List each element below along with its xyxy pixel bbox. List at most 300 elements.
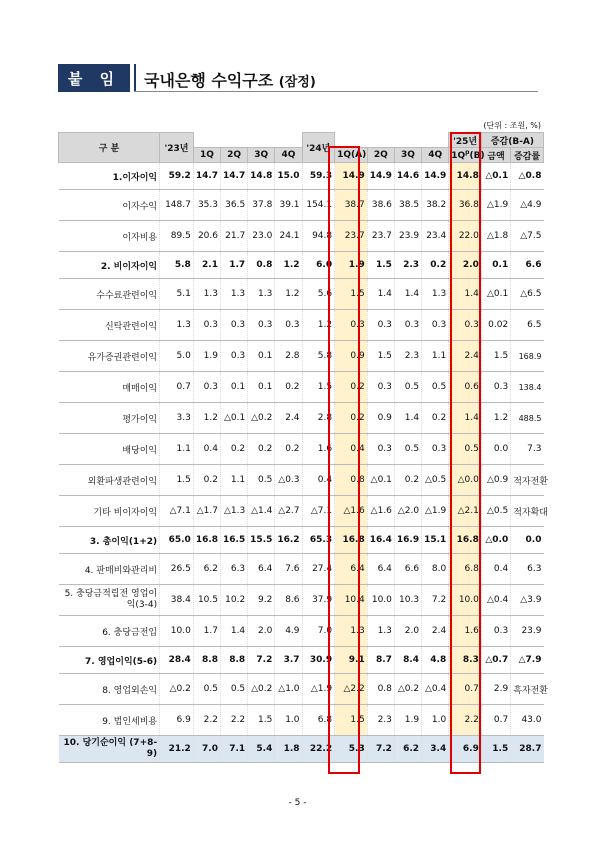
table-cell: 14.7: [221, 163, 248, 190]
row-label: 매매이익: [59, 372, 160, 403]
table-cell: 7.0: [193, 736, 220, 763]
table-cell: 3.7: [275, 647, 302, 674]
table-row: [59, 341, 544, 372]
table-cell: 6.8: [302, 705, 335, 736]
table-cell: 6.2: [193, 554, 220, 585]
page-number: - 5 -: [288, 798, 307, 808]
table-cell: 5.1: [160, 279, 194, 310]
table-cell: 0.1: [248, 372, 275, 403]
table-row: [59, 310, 544, 341]
table-cell: 0.0: [511, 527, 544, 554]
table-cell: 28.7: [511, 736, 544, 763]
table-cell: 10.4: [335, 585, 368, 616]
table-cell: 0.5: [394, 372, 421, 403]
table-cell: 94.8: [302, 221, 335, 252]
table-row: [59, 496, 544, 527]
table-cell: 21.7: [221, 221, 248, 252]
table-cell: 1.2: [275, 252, 302, 279]
table-cell: 1.3: [367, 616, 394, 647]
page-title: [144, 68, 316, 91]
table-cell: 8.8: [193, 647, 220, 674]
table-cell: 27.4: [302, 554, 335, 585]
row-label: 5. 충당금적립전 영업이익(3-4): [59, 585, 160, 616]
row-label: 이자수익: [59, 190, 160, 221]
table-cell: △0.5: [422, 465, 449, 496]
table-row: [59, 705, 544, 736]
table-cell: 3.3: [160, 403, 194, 434]
table-cell: 2.0: [449, 252, 482, 279]
income-structure-table: [58, 132, 548, 763]
table-cell: 0.4: [193, 434, 220, 465]
col-24-q4: 4Q: [422, 148, 449, 163]
table-cell: 1.5: [481, 341, 510, 372]
table-cell: △2.2: [335, 674, 368, 705]
table-cell: 4.8: [422, 647, 449, 674]
row-label: 유가증권관련이익: [59, 341, 160, 372]
table-cell: 0.1: [221, 372, 248, 403]
table-cell: 6.8: [449, 554, 482, 585]
table-cell: 37.9: [302, 585, 335, 616]
table-cell: 1.5: [302, 372, 335, 403]
table-cell: 38.6: [367, 190, 394, 221]
table-cell: 1.4: [221, 616, 248, 647]
table-cell: 6.6: [394, 554, 421, 585]
table-cell: 30.9: [302, 647, 335, 674]
table-cell: △0.2: [248, 403, 275, 434]
table-cell: 0.5: [422, 372, 449, 403]
table-cell: 14.9: [367, 163, 394, 190]
table-cell: 2.9: [481, 674, 510, 705]
table-cell: △0.2: [160, 674, 194, 705]
table-cell: △1.6: [335, 496, 368, 527]
table-row: [59, 647, 544, 674]
table-row: [59, 190, 544, 221]
table-cell: 0.7: [481, 705, 510, 736]
table-cell: 16.8: [193, 527, 220, 554]
table-cell: △0.7: [481, 647, 510, 674]
table-cell: △1.0: [275, 674, 302, 705]
table-cell: 1.3: [193, 279, 220, 310]
table-cell: 23.7: [335, 221, 368, 252]
table-cell: 16.5: [221, 527, 248, 554]
table-cell: △7.1: [302, 496, 335, 527]
table-cell: 10.0: [160, 616, 194, 647]
table-cell: 22.2: [302, 736, 335, 763]
table-cell: 0.3: [481, 372, 510, 403]
table-cell: △1.3: [221, 496, 248, 527]
table-cell: △7.5: [511, 221, 544, 252]
table-cell: △2.7: [275, 496, 302, 527]
table-cell: 0.3: [481, 616, 510, 647]
table-row: [59, 221, 544, 252]
col-2024: '24년: [302, 133, 335, 163]
table-cell: 2.0: [394, 616, 421, 647]
col-23-q3: 3Q: [248, 148, 275, 163]
table-cell: 2.3: [394, 252, 421, 279]
table-cell: 2.4: [449, 341, 482, 372]
page-title-sub: (잠정): [278, 75, 316, 90]
table-cell: 1.7: [221, 252, 248, 279]
table-cell: 5.8: [302, 341, 335, 372]
table-cell: 0.3: [449, 310, 482, 341]
table-row: [59, 736, 544, 763]
table-cell: 65.3: [302, 527, 335, 554]
table-cell: 0.5: [248, 465, 275, 496]
table-cell: 0.1: [481, 252, 510, 279]
table-cell: 154.1: [302, 190, 335, 221]
col-24-q2: 2Q: [367, 148, 394, 163]
table-cell: 0.3: [367, 434, 394, 465]
table-cell: △0.1: [481, 163, 510, 190]
table-cell: 1.4: [394, 403, 421, 434]
table-cell: 0.02: [481, 310, 510, 341]
badge-divider: [134, 64, 136, 92]
table-cell: 6.4: [367, 554, 394, 585]
table-cell: 1.0: [422, 705, 449, 736]
table-cell: 38.2: [422, 190, 449, 221]
table-cell: △0.2: [248, 674, 275, 705]
table-cell: 59.2: [160, 163, 194, 190]
table-cell: 2.8: [275, 341, 302, 372]
table-cell: 0.2: [275, 372, 302, 403]
table-cell: 1.5: [160, 465, 194, 496]
table-cell: 6.6: [511, 252, 544, 279]
table-cell: 37.8: [248, 190, 275, 221]
table-cell: 0.2: [394, 465, 421, 496]
table-cell: 0.2: [422, 252, 449, 279]
row-label: 6. 충당금전입: [59, 616, 160, 647]
row-label: 8. 영업외손익: [59, 674, 160, 705]
table-cell: 0.3: [422, 434, 449, 465]
row-label: 1.이자이익: [59, 163, 160, 190]
table-cell: 59.3: [302, 163, 335, 190]
table-cell: △0.0: [449, 465, 482, 496]
table-cell: △0.8: [511, 163, 544, 190]
table-cell: 0.2: [335, 372, 368, 403]
table-cell: 0.3: [193, 310, 220, 341]
table-cell: 24.1: [275, 221, 302, 252]
table-cell: 0.3: [367, 310, 394, 341]
table-cell: 14.9: [422, 163, 449, 190]
table-cell: 7.1: [221, 736, 248, 763]
col-24-q1a: 1Q(A): [335, 148, 368, 163]
table-cell: 1.2: [481, 403, 510, 434]
table-row: [59, 585, 544, 616]
table-cell: 2.3: [394, 341, 421, 372]
table-cell: 1.4: [449, 403, 482, 434]
table-cell: 1.3: [221, 279, 248, 310]
table-cell: 3.4: [422, 736, 449, 763]
table-cell: 6.3: [511, 554, 544, 585]
table-cell: 2.2: [221, 705, 248, 736]
table-cell: 2.3: [367, 705, 394, 736]
col-2023: '23년: [160, 133, 194, 163]
table-cell: 1.4: [449, 279, 482, 310]
table-cell: 1.7: [193, 616, 220, 647]
table-cell: 0.3: [275, 310, 302, 341]
table-cell: 0.3: [394, 310, 421, 341]
table-cell: 0.2: [221, 434, 248, 465]
table-cell: 28.4: [160, 647, 194, 674]
table-cell: 23.7: [367, 221, 394, 252]
table-cell: △3.9: [511, 585, 544, 616]
table-cell: 23.9: [511, 616, 544, 647]
table-cell: 16.2: [275, 527, 302, 554]
table-cell: 138.4: [511, 372, 544, 403]
table-cell: 0.3: [221, 310, 248, 341]
table-cell: 6.5: [511, 310, 544, 341]
table-cell: △2.0: [394, 496, 421, 527]
table-cell: △1.9: [481, 190, 510, 221]
table-cell: △1.9: [302, 674, 335, 705]
table-cell: 20.6: [193, 221, 220, 252]
col-change: 증감(B-A): [481, 133, 543, 148]
row-label: 7. 영업이익(5-6): [59, 647, 160, 674]
table-row: [59, 279, 544, 310]
table-cell: 65.0: [160, 527, 194, 554]
table-cell: 1.3: [248, 279, 275, 310]
table-cell: 23.4: [422, 221, 449, 252]
table-cell: 6.0: [302, 252, 335, 279]
row-label: 이자비용: [59, 221, 160, 252]
table-cell: 1.2: [302, 310, 335, 341]
table-cell: △0.1: [481, 279, 510, 310]
table-cell: 1.5: [367, 252, 394, 279]
table-cell: 7.3: [511, 434, 544, 465]
table-cell: △7.9: [511, 647, 544, 674]
table-cell: 6.9: [449, 736, 482, 763]
table-cell: △0.1: [367, 465, 394, 496]
table-cell: 0.2: [193, 465, 220, 496]
table-header-row-1: [59, 133, 544, 148]
row-label: 4. 판매비와관리비: [59, 554, 160, 585]
table-cell: 0.1: [248, 341, 275, 372]
table-cell: 1.5: [248, 705, 275, 736]
table-cell: 23.0: [248, 221, 275, 252]
table-cell: 4.9: [275, 616, 302, 647]
col-2023-q-blank: [193, 133, 302, 148]
table-cell: △1.8: [481, 221, 510, 252]
table-cell: 5.8: [160, 252, 194, 279]
table-cell: 1.9: [335, 252, 368, 279]
table-cell: 2.8: [302, 403, 335, 434]
table-cell: 적자전환: [511, 465, 544, 496]
table-cell: 9.2: [248, 585, 275, 616]
table-row: [59, 674, 544, 705]
table-cell: 16.9: [394, 527, 421, 554]
table-cell: △1.9: [422, 496, 449, 527]
row-label: 신탁관련이익: [59, 310, 160, 341]
table-cell: 14.8: [449, 163, 482, 190]
table-cell: 0.3: [248, 310, 275, 341]
table-cell: 2.2: [193, 705, 220, 736]
table-cell: 9.1: [335, 647, 368, 674]
table-cell: 15.0: [275, 163, 302, 190]
table-cell: 89.5: [160, 221, 194, 252]
table-cell: △0.4: [481, 585, 510, 616]
table-cell: 5.0: [160, 341, 194, 372]
table-cell: △2.1: [449, 496, 482, 527]
table-cell: 43.0: [511, 705, 544, 736]
table-cell: 15.1: [422, 527, 449, 554]
table-cell: 0.5: [193, 674, 220, 705]
table-cell: 6.9: [160, 705, 194, 736]
table-cell: 6.2: [394, 736, 421, 763]
table-cell: 0.6: [449, 372, 482, 403]
table-cell: 14.6: [394, 163, 421, 190]
table-cell: 7.0: [302, 616, 335, 647]
table-cell: 0.4: [335, 434, 368, 465]
col-change-amount: 금액: [481, 148, 510, 163]
table-cell: △0.2: [394, 674, 421, 705]
table-cell: △1.7: [193, 496, 220, 527]
table-cell: △0.9: [481, 465, 510, 496]
col-2025: '25년: [449, 133, 482, 148]
table-cell: △0.1: [221, 403, 248, 434]
table-cell: 1.1: [422, 341, 449, 372]
table-cell: △0.5: [481, 496, 510, 527]
table-row: [59, 554, 544, 585]
table-cell: 22.0: [449, 221, 482, 252]
table-cell: 적자확대: [511, 496, 544, 527]
table-cell: 0.9: [367, 403, 394, 434]
table-cell: 1.3: [160, 310, 194, 341]
table-cell: 6.4: [335, 554, 368, 585]
table-cell: 0.3: [193, 372, 220, 403]
table-cell: 16.8: [335, 527, 368, 554]
table-cell: 0.7: [160, 372, 194, 403]
row-label: 평가이익: [59, 403, 160, 434]
table-cell: 38.7: [335, 190, 368, 221]
table-cell: 10.0: [449, 585, 482, 616]
row-label: 수수료관련이익: [59, 279, 160, 310]
table-cell: 1.9: [193, 341, 220, 372]
appendix-badge: 붙 임: [58, 64, 130, 92]
col-23-q1: 1Q: [193, 148, 220, 163]
table-cell: 0.2: [422, 403, 449, 434]
col-24-q3: 3Q: [394, 148, 421, 163]
table-cell: 2.2: [449, 705, 482, 736]
row-label: 9. 법인세비용: [59, 705, 160, 736]
table-cell: 1.5: [335, 279, 368, 310]
col-25-q1b: $1Q^p(B)$: [449, 148, 482, 163]
table-cell: 1.9: [394, 705, 421, 736]
table-cell: 14.9: [335, 163, 368, 190]
table-cell: 14.8: [248, 163, 275, 190]
table-cell: 8.4: [394, 647, 421, 674]
table-cell: 23.9: [394, 221, 421, 252]
row-label: 3. 총이익(1+2): [59, 527, 160, 554]
table-cell: 21.2: [160, 736, 194, 763]
table-row: [59, 372, 544, 403]
col-change-rate: 증감률: [511, 148, 544, 163]
table-cell: 1.2: [193, 403, 220, 434]
table-cell: 0.8: [248, 252, 275, 279]
table-cell: 2.4: [422, 616, 449, 647]
table-cell: 5.3: [335, 736, 368, 763]
table-cell: 1.6: [302, 434, 335, 465]
table-cell: △4.9: [511, 190, 544, 221]
table-cell: 14.7: [193, 163, 220, 190]
table-cell: 0.4: [481, 554, 510, 585]
table-cell: 10.2: [221, 585, 248, 616]
table-cell: 0.2: [248, 434, 275, 465]
col-item: 구 분: [59, 133, 160, 163]
table-cell: 36.5: [221, 190, 248, 221]
table-cell: 1.5: [367, 341, 394, 372]
table-cell: 0.5: [449, 434, 482, 465]
row-label: 2. 비이자이익: [59, 252, 160, 279]
table-cell: △1.4: [248, 496, 275, 527]
table-cell: 1.6: [449, 616, 482, 647]
table-cell: 5.6: [302, 279, 335, 310]
table-cell: 8.6: [275, 585, 302, 616]
table-cell: 5.4: [248, 736, 275, 763]
col-23-q4: 4Q: [275, 148, 302, 163]
table-cell: 7.6: [275, 554, 302, 585]
table-cell: 1.5: [335, 705, 368, 736]
row-label: 기타 비이자이익: [59, 496, 160, 527]
table-cell: 10.3: [394, 585, 421, 616]
table-cell: 8.0: [422, 554, 449, 585]
table-cell: 0.5: [221, 674, 248, 705]
table-cell: △0.3: [275, 465, 302, 496]
table-cell: 1.3: [422, 279, 449, 310]
header-rule: [134, 91, 538, 92]
table-cell: 0.8: [335, 465, 368, 496]
table-cell: 36.8: [449, 190, 482, 221]
table-cell: 1.2: [275, 279, 302, 310]
table-row: [59, 527, 544, 554]
table-cell: 0.5: [394, 434, 421, 465]
table-cell: △7.1: [160, 496, 194, 527]
table-cell: 16.4: [367, 527, 394, 554]
table-cell: 39.1: [275, 190, 302, 221]
table-cell: 0.3: [367, 372, 394, 403]
table-cell: 1.8: [275, 736, 302, 763]
table-cell: 7.2: [422, 585, 449, 616]
table-cell: 0.3: [221, 341, 248, 372]
col-2024-q-blank: [335, 133, 449, 148]
table-cell: 26.5: [160, 554, 194, 585]
table-row: [59, 434, 544, 465]
table-cell: 10.0: [367, 585, 394, 616]
unit-note: (단위 : 조원, %): [483, 121, 541, 130]
table-cell: 0.2: [275, 434, 302, 465]
table-cell: 38.4: [160, 585, 194, 616]
table-cell: 0.2: [335, 403, 368, 434]
table-cell: 1.4: [394, 279, 421, 310]
row-label: 10. 당기순이익 (7+8-9): [59, 736, 160, 763]
table-cell: 8.8: [221, 647, 248, 674]
table-cell: 35.3: [193, 190, 220, 221]
table-cell: 2.4: [275, 403, 302, 434]
table-cell: 38.5: [394, 190, 421, 221]
table-cell: 7.2: [248, 647, 275, 674]
table-row: [59, 465, 544, 496]
table-cell: △1.6: [367, 496, 394, 527]
row-label: 외환파생관련이익: [59, 465, 160, 496]
table-cell: 1.3: [335, 616, 368, 647]
table-cell: △0.0: [481, 527, 510, 554]
table-cell: 1.5: [481, 736, 510, 763]
section-header: [58, 64, 538, 94]
table-cell: △0.4: [422, 674, 449, 705]
table-cell: 2.0: [248, 616, 275, 647]
table-cell: 흑자전환: [511, 674, 544, 705]
table-cell: 2.1: [193, 252, 220, 279]
table-cell: 8.7: [367, 647, 394, 674]
